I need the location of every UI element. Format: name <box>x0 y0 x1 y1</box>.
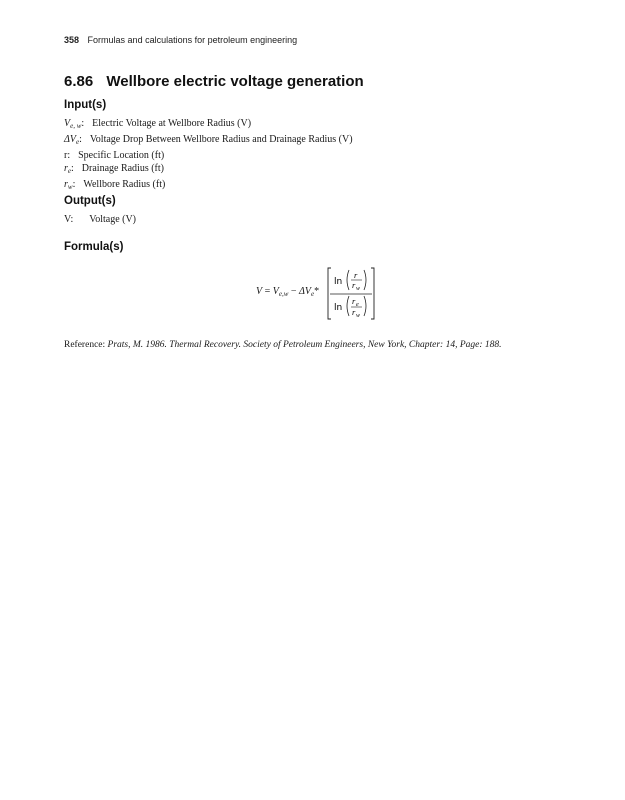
input-item: r: Specific Location (ft) <box>64 150 165 161</box>
formula-term1-sub: e,w <box>278 290 289 298</box>
input-description: Specific Location (ft) <box>78 150 165 161</box>
input-symbol-sub: e <box>67 167 72 175</box>
num-re-sub: e <box>356 302 359 308</box>
reference <box>64 340 502 350</box>
section-title <box>64 73 364 90</box>
input-symbol: ΔV <box>64 134 76 145</box>
formula-term2-sub: e <box>311 290 315 298</box>
inputs-heading: Input(s) <box>64 99 107 111</box>
input-description: Wellbore Radius (ft) <box>83 179 166 190</box>
input-symbol: r <box>64 150 68 161</box>
formula-star: * <box>314 286 320 297</box>
running-head <box>64 35 297 45</box>
input-item: $V_{e, w}$: Electric Voltage at Wellbore Radius (V) <box>64 117 353 133</box>
formula-symbol-v: V <box>256 286 263 297</box>
ln-label-top: ln <box>334 277 343 287</box>
input-symbol-sub: e, w <box>70 122 82 130</box>
den-sub-top: w <box>356 286 361 292</box>
den-r-bottom: r <box>352 307 356 317</box>
formula-minus: − <box>290 286 297 297</box>
input-item: $r_w$: Wellbore Radius (ft) <box>64 178 353 194</box>
input-symbol-sub: w <box>67 183 73 191</box>
input-symbol-sub: e <box>75 138 80 146</box>
input-item: $r_e$: Drainage Radius (ft) <box>64 162 353 178</box>
output-symbol: V <box>64 214 71 225</box>
formula-equals: = <box>264 286 271 297</box>
outputs-heading: Output(s) <box>64 195 116 207</box>
input-description: Electric Voltage at Wellbore Radius (V) <box>92 118 252 129</box>
output-description: Voltage (V) <box>89 214 137 225</box>
formula-voltage <box>256 264 386 322</box>
formula-term1: V <box>272 286 279 297</box>
formulas-heading: Formula(s) <box>64 241 124 253</box>
inputs-list <box>64 117 353 194</box>
den-sub-bottom: w <box>356 313 361 319</box>
formula-term2: ΔV <box>299 286 312 297</box>
reference-label: Reference: <box>64 340 106 350</box>
input-symbol: r <box>64 163 68 174</box>
input-item: $\Delta V_e$: Voltage Drop Between Wellbore Radius and Drainage Radius (V) <box>64 133 353 149</box>
outputs-list <box>64 213 136 226</box>
page-number: 358 <box>64 35 80 45</box>
section-title-text: Wellbore electric voltage generation <box>106 73 364 90</box>
num-r: r <box>354 270 358 280</box>
reference-text: Prats, M. 1986. Thermal Recovery. Society of Petroleum Engineers, New York, Chapter: 14, Page: 188. <box>107 340 502 350</box>
formula-fraction <box>256 264 386 322</box>
section-number: 6.86 <box>64 73 94 90</box>
den-r-top: r <box>352 280 356 290</box>
input-description: Drainage Radius (ft) <box>81 163 164 174</box>
input-symbol: r <box>64 179 68 190</box>
input-symbol: V <box>64 118 71 129</box>
output-item: V: Voltage (V) <box>64 214 137 225</box>
book-title: Formulas and calculations for petroleum engineering <box>87 35 298 45</box>
ln-label-bottom: ln <box>334 303 343 313</box>
input-description: Voltage Drop Between Wellbore Radius and Drainage Radius (V) <box>89 134 353 145</box>
num-re: r <box>352 296 356 306</box>
